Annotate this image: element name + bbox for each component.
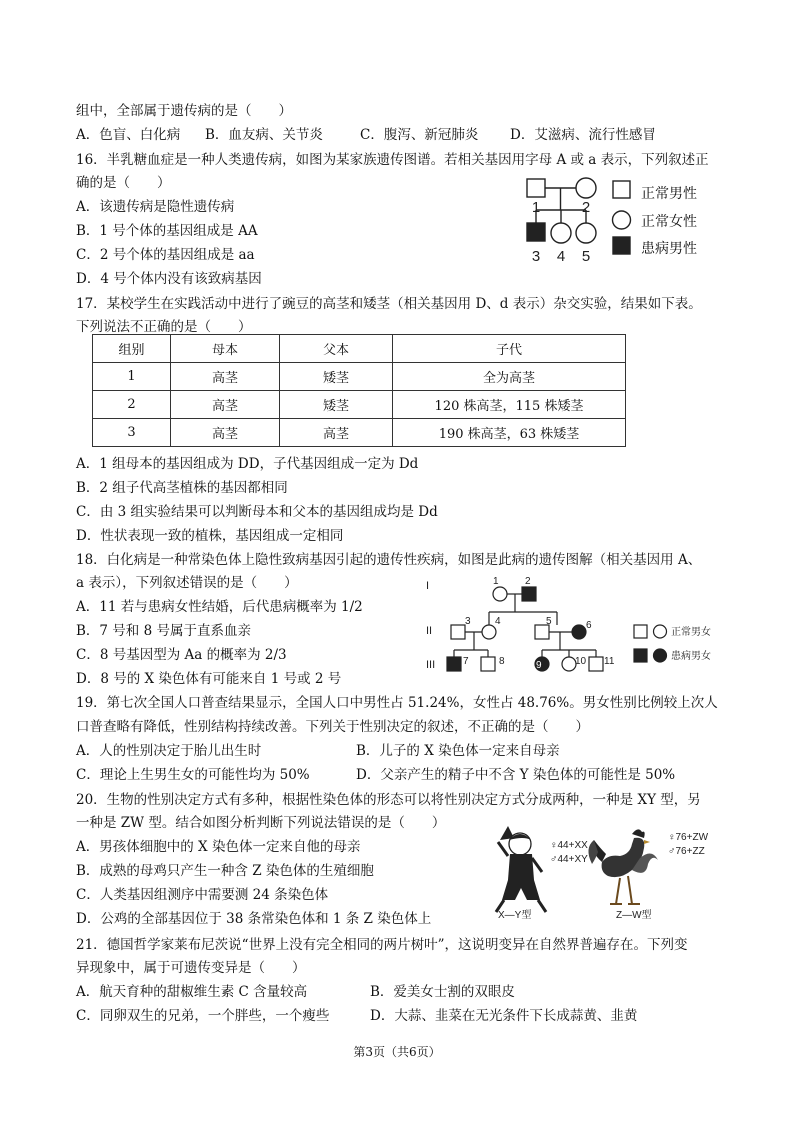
q18-option-b: B．7 号和 8 号属于直系血亲	[76, 623, 251, 639]
table-cell: 高茎	[280, 419, 393, 447]
legend-affected-male-symbol	[613, 237, 630, 254]
pedigree-id-11: 11	[604, 656, 615, 667]
q18-option-a: A．11 若与患病女性结婚，后代患病概率为 1/2	[76, 599, 363, 615]
q19-stem-line2: 口普查略有降低，性别结构持续改善。下列关于性别决定的叙述，不正确的是（ ）	[76, 719, 589, 735]
col-header-group: 组别	[93, 335, 171, 363]
pedigree-normal-female-1	[493, 587, 507, 601]
q16-option-d: D．4 号个体内没有该致病基因	[76, 271, 262, 287]
table-cell: 全为高茎	[393, 363, 626, 391]
pedigree-id-4: 4	[495, 616, 501, 627]
q15-option-c: C．腹泻、新冠肺炎	[360, 127, 479, 143]
q20-stem-line2: 一种是 ZW 型。结合如图分析判断下列说法错误的是（ ）	[76, 815, 446, 831]
q15-option-b: B．血友病、关节炎	[205, 127, 323, 143]
q17-stem-line2: 下列说法不正确的是（ ）	[76, 319, 252, 335]
table-cell: 高茎	[171, 363, 280, 391]
pedigree-id-8: 8	[499, 656, 505, 667]
chicken-female-chromosomes: ♀76+ZW	[668, 832, 709, 843]
q19-stem-line1: 19．第七次全国人口普查结果显示，全国人口中男性占 51.24%，女性占 48.76%。男女性别比例较上次人	[76, 695, 718, 711]
pedigree-id-4: 4	[556, 248, 566, 265]
human-caption: X—Y型	[498, 910, 532, 921]
q15-option-a: A．色盲、白化病	[76, 127, 181, 143]
q21-stem-line1: 21．德国哲学家莱布尼茨说“世界上没有完全相同的两片树叶”，这说明变异在自然界普遍存在。下列变	[76, 937, 688, 953]
q19-option-a: A．人的性别决定于胎儿出生时	[76, 743, 262, 759]
q16-option-c: C．2 号个体的基因组成是 aa	[76, 247, 255, 263]
pedigree-normal-male-11	[589, 657, 603, 671]
pedigree-normal-female-4	[482, 625, 496, 639]
pedigree-normal-male-8	[481, 657, 495, 671]
q20-stem-line1: 20．生物的性别决定方式有多种，根据性染色体的形态可以将性别决定方式分成两种，一种是 XY 型，另	[76, 792, 701, 808]
q16-stem-line2: 确的是（ ）	[76, 175, 171, 191]
pedigree-id-2: 2	[581, 199, 591, 216]
col-header-father: 父本	[280, 335, 393, 363]
pedigree-id-6: 6	[586, 620, 592, 631]
legend-normal-female-label: 正常女性	[641, 214, 697, 230]
q19-option-b: B．儿子的 X 染色体一定来自母亲	[356, 743, 560, 759]
legend-affected-male-label: 患病男性	[641, 241, 697, 257]
q15-stem-tail: 组中，全部属于遗传病的是（ ）	[76, 103, 292, 119]
q19-option-c: C．理论上生男生女的可能性均为 50%	[76, 767, 310, 783]
table-header-row	[93, 335, 626, 363]
legend-affected-label: 患病男女	[671, 651, 711, 662]
pedigree-affected-female-6	[572, 625, 586, 639]
pedigree-female-5	[576, 223, 596, 243]
pedigree-female-4	[551, 223, 571, 243]
col-header-offspring: 子代	[393, 335, 626, 363]
q16-option-a: A．该遗传病是隐性遗传病	[76, 199, 235, 215]
q17-cross-table	[92, 334, 626, 447]
q20-option-a: A．男孩体细胞中的 X 染色体一定来自他的母亲	[76, 839, 361, 855]
q21-option-c: C．同卵双生的兄弟，一个胖些，一个瘦些	[76, 1008, 330, 1024]
pedigree-affected-male-7	[447, 657, 461, 671]
table-cell: 3	[93, 419, 171, 447]
page-footer: 第3页（共6页）	[353, 1045, 441, 1059]
table-row	[93, 391, 626, 419]
q20-option-b: B．成熟的母鸡只产生一种含 Z 染色体的生殖细胞	[76, 863, 374, 879]
q18-option-c: C．8 号基因型为 Aa 的概率为 2/3	[76, 647, 287, 663]
q17-option-d: D．性状表现一致的植株，基因组成一定相同	[76, 528, 344, 544]
q18-option-d: D．8 号的 X 染色体有可能来自 1 号或 2 号	[76, 671, 342, 687]
pedigree-normal-male-5	[535, 625, 549, 639]
table-row	[93, 363, 626, 391]
boy-illustration	[496, 826, 546, 912]
pedigree-affected-male-3	[527, 223, 545, 241]
pedigree-normal-male-3	[451, 625, 465, 639]
pedigree-id-3: 3	[465, 616, 471, 627]
legend-normal-male-symbol	[613, 181, 630, 198]
table-cell: 高茎	[171, 391, 280, 419]
q17-stem-line1: 17．某校学生在实践活动中进行了豌豆的高茎和矮茎（相关基因用 D、d 表示）杂交实验，结果如下表。	[76, 296, 702, 312]
q17-option-a: A．1 组母本的基因组成为 DD，子代基因组成一定为 Dd	[76, 456, 419, 472]
legend-normal-female-symbol	[613, 211, 631, 229]
q19-option-d: D．父亲产生的精子中不含 Y 染色体的可能性是 50%	[356, 767, 676, 783]
q18-stem-line2: a 表示），下列叙述错误的是（ ）	[76, 575, 298, 591]
legend-normal-label: 正常男女	[671, 627, 711, 638]
table-cell: 矮茎	[280, 391, 393, 419]
q17-option-b: B．2 组子代高茎植株的基因都相同	[76, 480, 288, 496]
pedigree-female-2	[576, 178, 596, 198]
table-cell: 190 株高茎，63 株矮茎	[393, 419, 626, 447]
table-cell: 120 株高茎，115 株矮茎	[393, 391, 626, 419]
pedigree-id-10: 10	[575, 656, 587, 667]
pedigree-id-3: 3	[531, 248, 541, 265]
pedigree-id-7: 7	[463, 656, 469, 667]
generation-label-ii: II	[426, 625, 433, 637]
human-female-chromosomes: ♀44+XX	[550, 840, 588, 851]
q20-sex-determination-figure	[482, 818, 728, 928]
pedigree-id-1: 1	[493, 576, 499, 587]
pedigree-id-2: 2	[525, 576, 531, 587]
legend-normal-male-symbol	[634, 625, 647, 638]
pedigree-id-5: 5	[546, 616, 552, 627]
generation-label-i: I	[426, 580, 430, 592]
q21-stem-line2: 异现象中，属于可遗传变异是（ ）	[76, 960, 306, 976]
col-header-mother: 母本	[171, 335, 280, 363]
table-row	[93, 419, 626, 447]
q16-option-b: B．1 号个体的基因组成是 AA	[76, 223, 258, 239]
legend-normal-female-symbol	[654, 625, 667, 638]
q18-pedigree-figure	[418, 572, 728, 678]
q18-stem-line1: 18．白化病是一种常染色体上隐性致病基因引起的遗传性疾病，如图是此病的遗传图解（相关基因用 A、	[76, 552, 702, 568]
chicken-male-chromosomes: ♂76+ZZ	[668, 846, 705, 857]
generation-label-iii: III	[426, 659, 436, 671]
table-cell: 1	[93, 363, 171, 391]
q20-option-d: D．公鸡的全部基因位于 38 条常染色体和 1 条 Z 染色体上	[76, 911, 432, 927]
q20-option-c: C．人类基因组测序中需要测 24 条染色体	[76, 887, 329, 903]
q17-option-c: C．由 3 组实验结果可以判断母本和父本的基因组成均是 Dd	[76, 504, 438, 520]
q21-option-d: D．大蒜、韭菜在无光条件下长成蒜黄、韭黄	[370, 1008, 638, 1024]
table-cell: 矮茎	[280, 363, 393, 391]
table-cell: 高茎	[171, 419, 280, 447]
table-cell: 2	[93, 391, 171, 419]
q21-option-a: A．航天育种的甜椒维生素 C 含量较高	[76, 984, 308, 1000]
q15-option-d: D．艾滋病、流行性感冒	[510, 127, 656, 143]
pedigree-affected-male-2	[522, 587, 536, 601]
pedigree-id-1: 1	[531, 199, 541, 216]
pedigree-id-9: 9	[536, 660, 542, 671]
pedigree-id-5: 5	[581, 248, 591, 265]
chicken-caption: Z—W型	[616, 910, 652, 921]
legend-affected-male-symbol	[634, 649, 647, 662]
legend-affected-female-symbol	[654, 649, 667, 662]
pedigree-normal-female-10	[562, 657, 576, 671]
pedigree-male-1	[527, 179, 545, 197]
human-male-chromosomes: ♂44+XY	[550, 854, 588, 865]
rooster-illustration	[588, 829, 658, 904]
q21-option-b: B．爱美女士割的双眼皮	[370, 984, 515, 1000]
legend-normal-male-label: 正常男性	[641, 186, 697, 202]
q16-stem-line1: 16．半乳糖血症是一种人类遗传病，如图为某家族遗传图谱。若相关基因用字母 A 或 a 表示，下列叙述正	[76, 152, 709, 168]
